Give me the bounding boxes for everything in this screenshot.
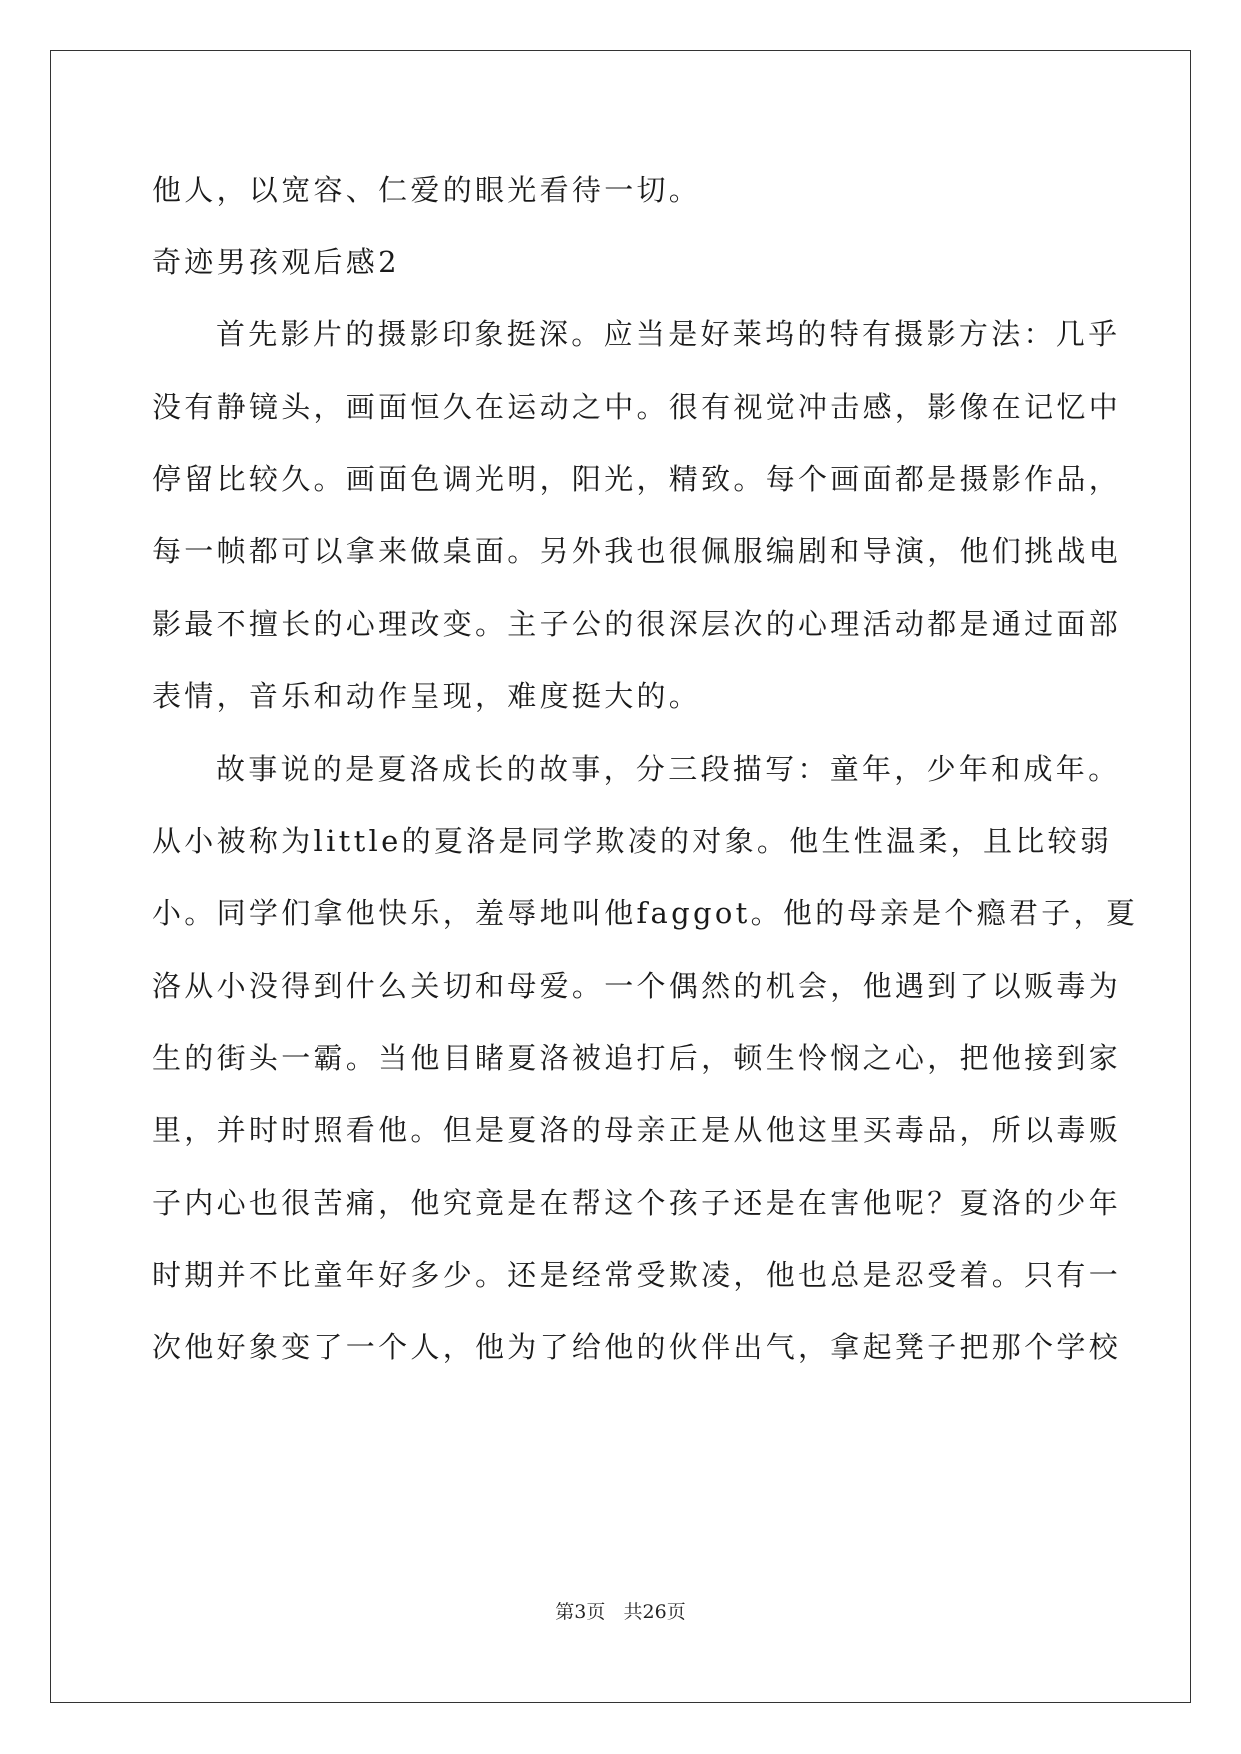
body-text-line: 他人，以宽容、仁爱的眼光看待一切。 (152, 173, 702, 207)
body-text-line: 从小被称为little的夏洛是同学欺凌的对象。他生性温柔，且比较弱 (152, 824, 1113, 858)
body-text-line: 里，并时时照看他。但是夏洛的母亲正是从他这里买毒品，所以毒贩 (152, 1113, 1122, 1147)
body-text-line: 首先影片的摄影印象挺深。应当是好莱坞的特有摄影方法：几乎 (216, 317, 1121, 351)
section-heading: 奇迹男孩观后感2 (152, 245, 400, 279)
body-text-line: 影最不擅长的心理改变。主子公的很深层次的心理活动都是通过面部 (152, 607, 1122, 641)
total-pages: 共26页 (623, 1601, 686, 1623)
body-text-line: 生的街头一霸。当他目睹夏洛被追打后，顿生怜悯之心，把他接到家 (152, 1041, 1122, 1075)
body-text-line: 表情，音乐和动作呈现，难度挺大的。 (152, 679, 702, 713)
body-text-line: 时期并不比童年好多少。还是经常受欺凌，他也总是忍受着。只有一 (152, 1258, 1122, 1292)
body-text-line: 故事说的是夏洛成长的故事，分三段描写：童年，少年和成年。 (216, 752, 1121, 786)
page-number: 第3页 (555, 1601, 606, 1623)
body-text-line: 停留比较久。画面色调光明，阳光，精致。每个画面都是摄影作品， (152, 462, 1122, 496)
body-text-line: 小。同学们拿他快乐，羞辱地叫他faggot。他的母亲是个瘾君子，夏 (152, 896, 1139, 930)
page-border (50, 50, 1191, 1703)
body-text-line: 次他好象变了一个人，他为了给他的伙伴出气，拿起凳子把那个学校 (152, 1330, 1122, 1364)
body-text-line: 子内心也很苦痛，他究竟是在帮这个孩子还是在害他呢？夏洛的少年 (152, 1186, 1122, 1220)
body-text-line: 没有静镜头，画面恒久在运动之中。很有视觉冲击感，影像在记忆中 (152, 390, 1122, 424)
body-text-line: 洛从小没得到什么关切和母爱。一个偶然的机会，他遇到了以贩毒为 (152, 969, 1122, 1003)
body-text-line: 每一帧都可以拿来做桌面。另外我也很佩服编剧和导演，他们挑战电 (152, 534, 1122, 568)
page-footer (0, 1600, 1241, 1624)
